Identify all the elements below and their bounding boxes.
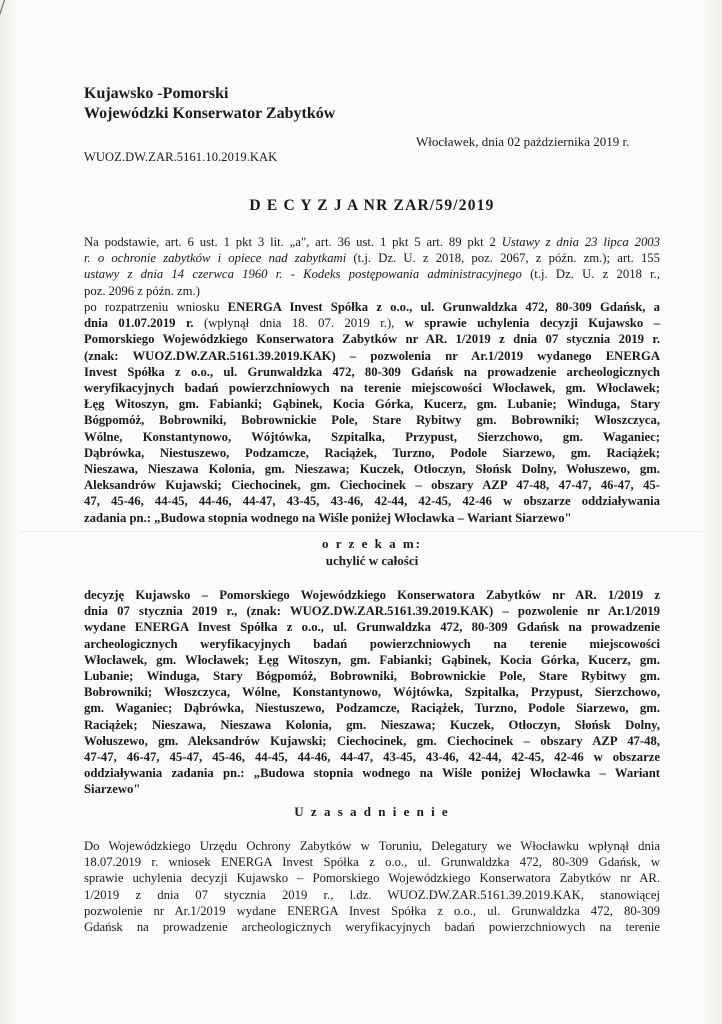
ruling-body-line: Siarzewo" [84,782,141,797]
justification-line: Do Wojewódzkiego Urzędu Ochrony Zabytków w Toruniu, Delegatury we Włocławku wpłynął dnia [84,839,660,853]
consideration-line: Dąbrówka, Niestuszewo, Podzamcze, Raciążek, Turzno, Podole Siarzewo, gm. Raciążek; [84,445,660,460]
scan-corner-mark [0,0,33,70]
consideration-line: Łęg Witoszyn, gm. Fabianki; Gąbinek, Kocia Górka, Kucerz, gm. Lubanie; Winduga, Stary [84,397,660,412]
statute-reference: Ustawy z dnia 23 lipca 2003 [501,235,660,249]
ruling-body-line: Lubanie; Winduga, Stary Bógpomóż, Bobrowniki, Bobrownickie Pole, Stare Rybitwy gm. [84,669,660,684]
ruling-body-line: Raciążek; Nieszawa, Nieszawa Kolonia, gm. Nieszawa; Kuczek, Otłoczyn, Słońsk Dolny, [84,717,660,732]
consideration-line: 47, 45-46, 44-45, 44-46, 44-47, 43-45, 43-46, 42-44, 42-45, 42-46 w obszarze oddziaływania [84,494,660,509]
ruling-body-paragraph [84,587,660,798]
consideration-paragraph [84,299,660,526]
consideration-line: Pomorskiego Wojewódzkiego Konserwatora Zabytków nr AR. 1/2019 z dnia 07 stycznia 2019 r. [84,332,660,347]
ruling-heading: o r z e k a m: [322,536,422,551]
ruling-body-line: gm. Waganiec; Dąbrówka, Niestuszewo, Podzamcze, Raciążek, Turzno, Podole Siarzewo, gm. [84,701,660,716]
paper-fold-line [20,531,702,532]
justification-line: Gdańsk na prowadzenie archeologicznych weryfikacyjnych badań powierzchniowych na terenie [84,920,660,935]
justification-paragraph [84,838,660,935]
justification-line: pozwolenie nr Ar.1/2019 wydane ENERGA Invest Spółka z o.o., ul. Grunwaldzka 472, 80-309 [84,903,660,918]
authority-line-1: Kujawsko -Pomorski [84,85,229,102]
consideration-text: (wpłynął dnia 18. 07. 2019 r.), [193,316,405,331]
legal-basis-text: Na podstawie, art. 6 ust. 1 pkt 3 lit. „a", art. 36 ust. 1 pkt 5 art. 89 pkt 2 [84,235,502,249]
justification-heading: U z a s a d n i e n i e [294,804,450,819]
ruling-body-line: wydane ENERGA Invest Spółka z o.o., ul. Grunwaldzka 472, 80-309 Gdańsk na prowadzenie [84,620,660,635]
consideration-subject: w sprawie uchylenia decyzji Kujawsko – [404,316,660,331]
place-and-date: Włocławek, dnia 02 października 2019 r. [416,134,630,149]
legal-basis-line [84,250,660,266]
justification-line: sprawie uchylenia decyzji Kujawsko – Pomorskiego Wojewódzkiego Konserwatora Zabytków nr AR. [84,871,660,886]
consideration-line [84,299,660,315]
ruling-body-line: archeologicznych weryfikacyjnych badań powierzchniowych na terenie miejscowości [84,636,660,651]
consideration-line: Invest Spółka z o.o., ul. Grunwaldzka 472, 80-309 Gdańsk na prowadzenie archeologicznych [84,364,660,379]
consideration-line: weryfikacyjnych badań powierzchniowych na terenie miejscowości Włocławek, gm. Włocławek; [84,381,660,396]
justification-line: 18.07.2019 r. wniosek ENERGA Invest Spółka z o.o., ul. Grunwaldzka 472, 80-309 Gdańsk, w [84,855,660,870]
applicant-name: ENERGA Invest Spółka z o.o., ul. Grunwaldzka 472, 80-309 Gdańsk, a [227,300,660,314]
ruling-body-line: Włocławek, gm. Włocławek; Łęg Witoszyn, gm. Fabianki; Gąbinek, Kocia Górka, Kucerz, gm. [84,652,660,667]
issuing-authority [84,84,335,124]
legal-basis-line: poz. 2096 z późn. zm.) [84,283,200,298]
ruling-decision: uchylić w całości [325,553,419,568]
consideration-text: po rozpatrzeniu wniosku [84,300,228,314]
document-title: D E C Y Z J A NR ZAR/59/2019 [249,197,495,214]
ruling-body-line: oddziaływania zadania pn.: „Budowa stopnia wodnego na Wiśle poniżej Włocławka – Wariant [84,766,660,781]
consideration-line: Aleksandrów Kujawski; Ciechocinek, gm. Ciechocinek – obszary AZP 47-48, 47-47, 46-47, 45- [84,478,660,493]
ruling-body-line: decyzję Kujawsko – Pomorskiego Wojewódzkiego Konserwatora Zabytków nr AR. 1/2019 z [84,588,660,602]
legal-basis-text: (t.j. Dz. U. z 2018 r., [521,267,660,282]
legal-basis-line [84,266,660,282]
consideration-line: zadania pn.: „Budowa stopnia wodnego na Wiśle poniżej Włocławka – Wariant Siarzewo" [84,510,572,525]
legal-basis-paragraph [84,234,660,299]
statute-reference: ustawy z dnia 14 czerwca 1960 r. - Kodeks postępowania administracyjnego [84,267,522,282]
consideration-line: (znak: WUOZ.DW.ZAR.5161.39.2019.KAK) – pozwolenia nr Ar.1/2019 wydanego ENERGA [84,348,660,363]
consideration-line [84,315,660,331]
statute-reference: r. o ochronie zabytków i opiece nad zabytkami [84,251,347,266]
justification-line: 1/2019 z dnia 07 stycznia 2019 r., l.dz. WUOZ.DW.ZAR.5161.39.2019.KAK, stanowiącej [84,887,660,902]
ruling-body-line: Bobrowniki; Włoszczyca, Wólne, Konstantynowo, Wójtówka, Szpitalka, Przypust, Sierzchowo, [84,685,660,700]
ruling-body-line: Wołuszewo, gm. Aleksandrów Kujawski; Ciechocinek, gm. Ciechocinek – obszary AZP 47-48, [84,733,660,748]
consideration-line: Wólne, Konstantynowo, Wójtówka, Szpitalka, Przypust, Sierzchowo, gm. Waganiec; [84,429,660,444]
ruling-body-line: dnia 07 stycznia 2019 r., (znak: WUOZ.DW.ZAR.5161.39.2019.KAK) – pozwolenie nr Ar.1/2019 [84,604,660,619]
legal-basis-line [84,234,660,250]
consideration-line: Bógpomóż, Bobrowniki, Bobrownickie Pole, Stare Rybitwy gm. Bobrowniki; Włoszczyca, [84,413,660,428]
consideration-line: Nieszawa, Nieszawa Kolonia, gm. Nieszawa; Kuczek, Otłoczyn, Słońsk Dolny, Wołuszewo, gm. [84,462,660,477]
ruling-body-line: 47-47, 46-47, 45-47, 45-46, 44-45, 44-46, 44-47, 43-45, 43-46, 42-44, 42-45, 42-46 w obszarze [84,750,660,765]
reference-number: WUOZ.DW.ZAR.5161.10.2019.KAK [84,150,278,164]
legal-basis-text: (t.j. Dz. U. z 2018, poz. 2067, z późn. zm.); art. 155 [346,251,660,266]
authority-line-2: Wojewódzki Konserwator Zabytków [84,105,336,122]
application-date: dnia 01.07.2019 r. [84,316,194,331]
